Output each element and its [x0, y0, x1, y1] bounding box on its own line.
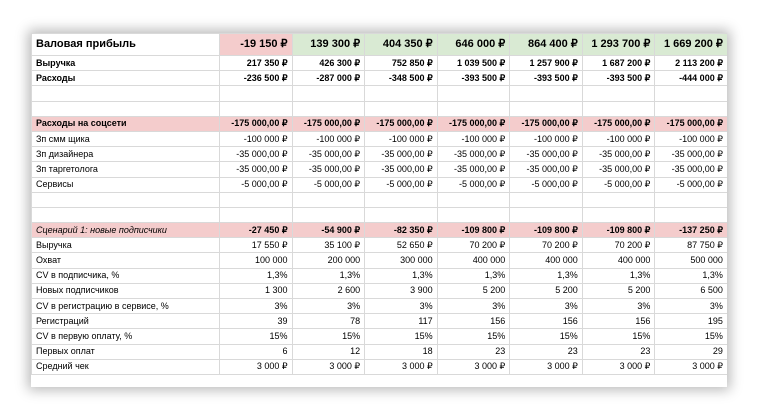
value-cell[interactable]: -5 000,00 ₽: [510, 177, 583, 192]
table-row: [32, 162, 728, 177]
value-cell[interactable]: [365, 207, 438, 222]
row-label-cell[interactable]: Охват: [32, 253, 220, 268]
value-cell[interactable]: 1,3%: [582, 268, 655, 283]
value-cell[interactable]: [292, 101, 365, 116]
value-cell[interactable]: -100 000 ₽: [220, 131, 293, 146]
value-cell[interactable]: 400 000: [582, 253, 655, 268]
value-cell[interactable]: -35 000,00 ₽: [292, 147, 365, 162]
row-label-cell[interactable]: [32, 86, 220, 101]
value-cell[interactable]: 1 687 200 ₽: [582, 56, 655, 71]
value-cell[interactable]: 1,3%: [365, 268, 438, 283]
value-cell[interactable]: 1,3%: [437, 268, 510, 283]
value-cell[interactable]: [292, 192, 365, 207]
value-cell[interactable]: -35 000,00 ₽: [582, 147, 655, 162]
value-cell[interactable]: 5 200: [582, 283, 655, 298]
value-cell[interactable]: 195: [655, 314, 727, 329]
value-cell[interactable]: [365, 192, 438, 207]
value-cell[interactable]: 39: [220, 314, 293, 329]
value-cell[interactable]: 300 000: [365, 253, 438, 268]
value-cell[interactable]: 23: [582, 344, 655, 359]
value-cell[interactable]: 400 000: [510, 253, 583, 268]
value-cell[interactable]: 3 000 ₽: [582, 359, 655, 374]
value-cell[interactable]: -100 000 ₽: [292, 131, 365, 146]
value-cell[interactable]: -100 000 ₽: [582, 131, 655, 146]
value-cell[interactable]: -35 000,00 ₽: [365, 147, 438, 162]
row-label-cell[interactable]: Первых оплат: [32, 344, 220, 359]
value-cell[interactable]: 404 350 ₽: [365, 34, 438, 56]
row-label-cell[interactable]: [32, 192, 220, 207]
value-cell[interactable]: [655, 192, 727, 207]
value-cell[interactable]: -393 500 ₽: [437, 71, 510, 86]
value-cell[interactable]: 29: [655, 344, 727, 359]
value-cell[interactable]: -35 000,00 ₽: [655, 147, 727, 162]
value-cell[interactable]: -5 000,00 ₽: [437, 177, 510, 192]
value-cell[interactable]: -54 900 ₽: [292, 223, 365, 238]
value-cell[interactable]: 15%: [437, 329, 510, 344]
table-row: [32, 101, 728, 116]
spreadsheet-panel: [31, 33, 727, 387]
value-cell[interactable]: -35 000,00 ₽: [582, 162, 655, 177]
value-cell[interactable]: 15%: [292, 329, 365, 344]
value-cell[interactable]: 5 200: [437, 283, 510, 298]
value-cell[interactable]: [655, 207, 727, 222]
row-label-cell[interactable]: Расходы на соцсети: [32, 116, 220, 131]
value-cell[interactable]: 1 300: [220, 283, 293, 298]
table-row: [32, 207, 728, 222]
value-cell[interactable]: -100 000 ₽: [365, 131, 438, 146]
table-row: [32, 344, 728, 359]
value-cell[interactable]: [655, 86, 727, 101]
value-cell[interactable]: 87 750 ₽: [655, 238, 727, 253]
value-cell[interactable]: 3 000 ₽: [655, 359, 727, 374]
value-cell[interactable]: -35 000,00 ₽: [655, 162, 727, 177]
value-cell[interactable]: -109 800 ₽: [510, 223, 583, 238]
value-cell[interactable]: [437, 207, 510, 222]
row-label-cell[interactable]: Расходы: [32, 71, 220, 86]
value-cell[interactable]: 23: [510, 344, 583, 359]
value-cell[interactable]: 78: [292, 314, 365, 329]
row-label-cell[interactable]: CV в регистрацию в сервисе, %: [32, 299, 220, 314]
table-row: [32, 86, 728, 101]
value-cell[interactable]: [292, 207, 365, 222]
row-label-cell[interactable]: Выручка: [32, 238, 220, 253]
value-cell[interactable]: 864 400 ₽: [510, 34, 583, 56]
value-cell[interactable]: [510, 86, 583, 101]
value-cell[interactable]: [437, 192, 510, 207]
row-label-cell[interactable]: Сценарий 1: новые подписчики: [32, 223, 220, 238]
value-cell[interactable]: 15%: [582, 329, 655, 344]
value-cell[interactable]: 12: [292, 344, 365, 359]
value-cell[interactable]: [582, 192, 655, 207]
value-cell[interactable]: 70 200 ₽: [437, 238, 510, 253]
value-cell[interactable]: 5 200: [510, 283, 583, 298]
row-label-cell[interactable]: Валовая прибыль: [32, 34, 220, 56]
value-cell[interactable]: -5 000,00 ₽: [365, 177, 438, 192]
row-label-cell[interactable]: Зп таргетолога: [32, 162, 220, 177]
value-cell[interactable]: -444 000 ₽: [655, 71, 727, 86]
value-cell[interactable]: 6: [220, 344, 293, 359]
value-cell[interactable]: 3 000 ₽: [510, 359, 583, 374]
value-cell[interactable]: 52 650 ₽: [365, 238, 438, 253]
value-cell[interactable]: -175 000,00 ₽: [655, 116, 727, 131]
value-cell[interactable]: -27 450 ₽: [220, 223, 293, 238]
value-cell[interactable]: 3 000 ₽: [365, 359, 438, 374]
value-cell[interactable]: -109 800 ₽: [437, 223, 510, 238]
value-cell[interactable]: 1,3%: [510, 268, 583, 283]
table-row: [32, 329, 728, 344]
value-cell[interactable]: -35 000,00 ₽: [220, 147, 293, 162]
value-cell[interactable]: 500 000: [655, 253, 727, 268]
value-cell[interactable]: 3%: [437, 299, 510, 314]
value-cell[interactable]: -5 000,00 ₽: [292, 177, 365, 192]
value-cell[interactable]: 156: [582, 314, 655, 329]
value-cell[interactable]: 6 500: [655, 283, 727, 298]
value-cell[interactable]: [220, 101, 293, 116]
value-cell[interactable]: [437, 86, 510, 101]
value-cell[interactable]: 17 550 ₽: [220, 238, 293, 253]
value-cell[interactable]: -109 800 ₽: [582, 223, 655, 238]
row-label-cell[interactable]: Зп смм щика: [32, 131, 220, 146]
row-label-cell[interactable]: Выручка: [32, 56, 220, 71]
value-cell[interactable]: 117: [365, 314, 438, 329]
value-cell[interactable]: 752 850 ₽: [365, 56, 438, 71]
value-cell[interactable]: -393 500 ₽: [510, 71, 583, 86]
value-cell[interactable]: 35 100 ₽: [292, 238, 365, 253]
row-label-cell[interactable]: [32, 101, 220, 116]
value-cell[interactable]: 3 000 ₽: [292, 359, 365, 374]
value-cell[interactable]: 3 000 ₽: [220, 359, 293, 374]
value-cell[interactable]: -35 000,00 ₽: [437, 162, 510, 177]
table-row: [32, 116, 728, 131]
table-row: [32, 299, 728, 314]
value-cell[interactable]: 217 350 ₽: [220, 56, 293, 71]
value-cell[interactable]: [582, 101, 655, 116]
value-cell[interactable]: 156: [437, 314, 510, 329]
value-cell[interactable]: -175 000,00 ₽: [220, 116, 293, 131]
value-cell[interactable]: 3%: [365, 299, 438, 314]
value-cell[interactable]: 70 200 ₽: [582, 238, 655, 253]
value-cell[interactable]: [220, 86, 293, 101]
value-cell[interactable]: 426 300 ₽: [292, 56, 365, 71]
table-row: [32, 192, 728, 207]
value-cell[interactable]: 23: [437, 344, 510, 359]
value-cell[interactable]: -35 000,00 ₽: [292, 162, 365, 177]
value-cell[interactable]: [437, 101, 510, 116]
value-cell[interactable]: -175 000,00 ₽: [365, 116, 438, 131]
value-cell[interactable]: [365, 86, 438, 101]
financial-table: [31, 33, 727, 375]
value-cell[interactable]: 100 000: [220, 253, 293, 268]
table-row: [32, 283, 728, 298]
value-cell[interactable]: -82 350 ₽: [365, 223, 438, 238]
value-cell[interactable]: 3%: [582, 299, 655, 314]
value-cell[interactable]: 2 113 200 ₽: [655, 56, 727, 71]
value-cell[interactable]: [510, 207, 583, 222]
value-cell[interactable]: -5 000,00 ₽: [582, 177, 655, 192]
value-cell[interactable]: -175 000,00 ₽: [510, 116, 583, 131]
value-cell[interactable]: -19 150 ₽: [220, 34, 293, 56]
value-cell[interactable]: -35 000,00 ₽: [220, 162, 293, 177]
value-cell[interactable]: -393 500 ₽: [582, 71, 655, 86]
value-cell[interactable]: -100 000 ₽: [655, 131, 727, 146]
value-cell[interactable]: [365, 101, 438, 116]
table-row: [32, 314, 728, 329]
table-row: [32, 71, 728, 86]
row-label-cell[interactable]: Регистраций: [32, 314, 220, 329]
value-cell[interactable]: -175 000,00 ₽: [582, 116, 655, 131]
value-cell[interactable]: 15%: [220, 329, 293, 344]
row-label-cell[interactable]: Новых подписчиков: [32, 283, 220, 298]
value-cell[interactable]: [655, 101, 727, 116]
row-label-cell[interactable]: CV в подписчика, %: [32, 268, 220, 283]
value-cell[interactable]: -175 000,00 ₽: [292, 116, 365, 131]
row-label-cell[interactable]: Средний чек: [32, 359, 220, 374]
value-cell[interactable]: 3%: [220, 299, 293, 314]
value-cell[interactable]: [292, 86, 365, 101]
value-cell[interactable]: 139 300 ₽: [292, 34, 365, 56]
table-row: [32, 34, 728, 56]
value-cell[interactable]: -348 500 ₽: [365, 71, 438, 86]
value-cell[interactable]: [510, 101, 583, 116]
value-cell[interactable]: [220, 192, 293, 207]
value-cell[interactable]: [582, 86, 655, 101]
table-row: [32, 147, 728, 162]
value-cell[interactable]: 1 257 900 ₽: [510, 56, 583, 71]
table-row: [32, 177, 728, 192]
value-cell[interactable]: -35 000,00 ₽: [510, 162, 583, 177]
value-cell[interactable]: 400 000: [437, 253, 510, 268]
table-row: [32, 223, 728, 238]
value-cell[interactable]: 1 039 500 ₽: [437, 56, 510, 71]
value-cell[interactable]: 1 669 200 ₽: [655, 34, 727, 56]
value-cell[interactable]: 3%: [292, 299, 365, 314]
table-row: [32, 56, 728, 71]
value-cell[interactable]: -5 000,00 ₽: [655, 177, 727, 192]
value-cell[interactable]: 1,3%: [292, 268, 365, 283]
value-cell[interactable]: 18: [365, 344, 438, 359]
value-cell[interactable]: 3%: [510, 299, 583, 314]
value-cell[interactable]: 646 000 ₽: [437, 34, 510, 56]
value-cell[interactable]: 3%: [655, 299, 727, 314]
value-cell[interactable]: 15%: [510, 329, 583, 344]
table-row: [32, 238, 728, 253]
value-cell[interactable]: 1 293 700 ₽: [582, 34, 655, 56]
value-cell[interactable]: [582, 207, 655, 222]
table-row: [32, 268, 728, 283]
value-cell[interactable]: 1,3%: [655, 268, 727, 283]
value-cell[interactable]: -137 250 ₽: [655, 223, 727, 238]
value-cell[interactable]: -5 000,00 ₽: [220, 177, 293, 192]
value-cell[interactable]: 15%: [365, 329, 438, 344]
row-label-cell[interactable]: [32, 207, 220, 222]
value-cell[interactable]: [220, 207, 293, 222]
value-cell[interactable]: -100 000 ₽: [437, 131, 510, 146]
value-cell[interactable]: 3 000 ₽: [437, 359, 510, 374]
row-label-cell[interactable]: Зп дизайнера: [32, 147, 220, 162]
row-label-cell[interactable]: CV в первую оплату, %: [32, 329, 220, 344]
value-cell[interactable]: -287 000 ₽: [292, 71, 365, 86]
value-cell[interactable]: 70 200 ₽: [510, 238, 583, 253]
value-cell[interactable]: 3 900: [365, 283, 438, 298]
value-cell[interactable]: 2 600: [292, 283, 365, 298]
value-cell[interactable]: -236 500 ₽: [220, 71, 293, 86]
value-cell[interactable]: -35 000,00 ₽: [437, 147, 510, 162]
value-cell[interactable]: -175 000,00 ₽: [437, 116, 510, 131]
value-cell[interactable]: [510, 192, 583, 207]
value-cell[interactable]: 156: [510, 314, 583, 329]
value-cell[interactable]: 1,3%: [220, 268, 293, 283]
value-cell[interactable]: -35 000,00 ₽: [365, 162, 438, 177]
table-row: [32, 131, 728, 146]
value-cell[interactable]: -35 000,00 ₽: [510, 147, 583, 162]
row-label-cell[interactable]: Сервисы: [32, 177, 220, 192]
table-row: [32, 359, 728, 374]
value-cell[interactable]: 200 000: [292, 253, 365, 268]
value-cell[interactable]: 15%: [655, 329, 727, 344]
value-cell[interactable]: -100 000 ₽: [510, 131, 583, 146]
table-row: [32, 253, 728, 268]
